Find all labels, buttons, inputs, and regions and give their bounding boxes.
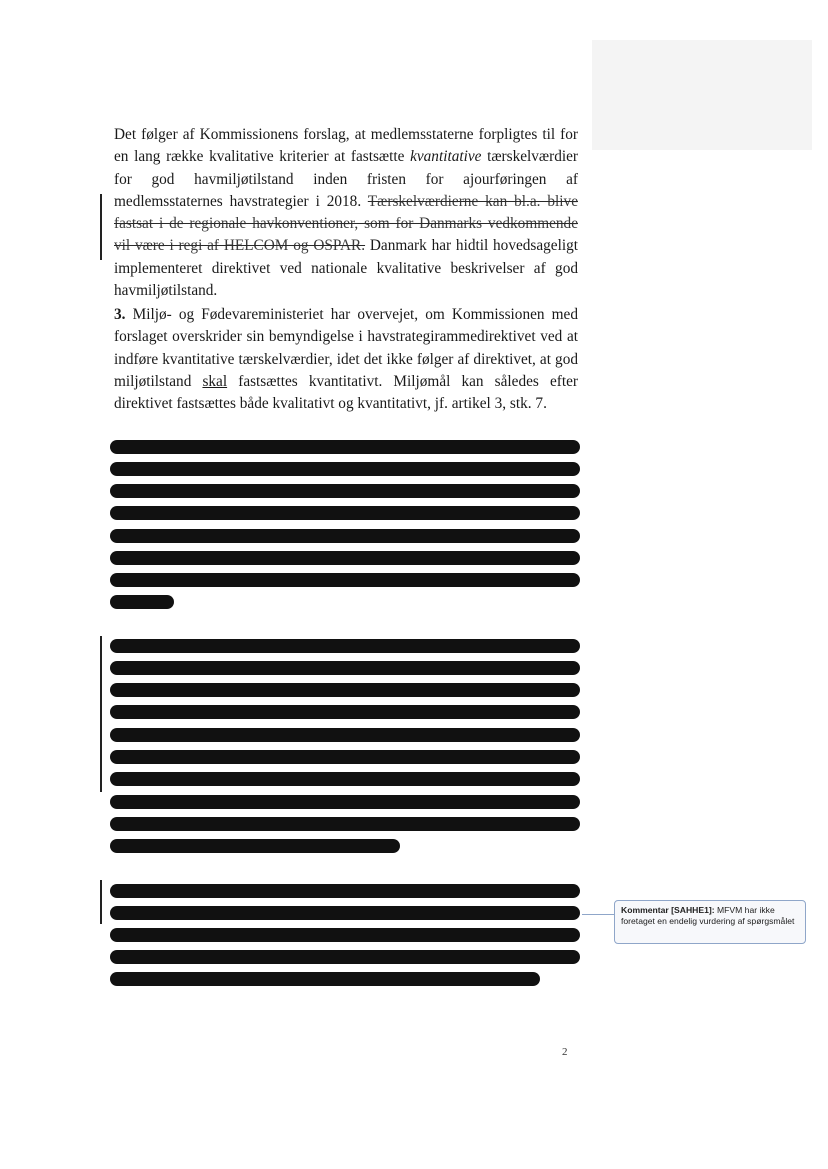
paragraph-1-text-c: Danmark har hidtil hovedsageligt implementeret direktivet ved nationale kvalitative beskrivelser af god havmiljøtilstand. <box>114 237 578 300</box>
redaction-bar <box>110 884 580 898</box>
redaction-bar <box>110 683 580 697</box>
paragraph-2-text-a: Miljø- og Fødevareministeriet har overvejet, om Kommissionen med forslaget overskrider sin bemyndigelse i havstrategirammedirektivet ved at indføre kvantitative tærskelværdier, idet det ikke følger af direktivet, at god miljøtilstand <box>114 306 578 390</box>
redaction-bar <box>110 440 580 454</box>
ghost-bleed-top <box>592 40 812 150</box>
redaction-bar <box>110 573 580 587</box>
redaction-bar <box>110 928 580 942</box>
redaction-bar <box>110 817 580 831</box>
redaction-bar <box>110 551 580 565</box>
redaction-bar <box>110 839 400 853</box>
comment-text: MFVM har ikke foretaget en endelig vurdering af spørgsmålet <box>621 905 795 926</box>
redaction-bar <box>110 728 580 742</box>
change-bar-1 <box>100 194 102 260</box>
redaction-bar <box>110 705 580 719</box>
comment-connector <box>582 914 614 915</box>
redaction-bar <box>110 529 580 543</box>
change-bar-3 <box>100 880 102 924</box>
redaction-bar <box>110 462 580 476</box>
redaction-bar <box>110 750 580 764</box>
paragraph-2-text-b: fastsættes kvantitativt. Miljømål kan således efter direktivet fastsættes både kvalitativt og kvantitativt, jf. artikel 3, stk. 7. <box>114 372 578 413</box>
redaction-bar <box>110 484 580 498</box>
page-number: 2 <box>562 1046 568 1058</box>
redaction-bar <box>110 950 580 964</box>
paragraph-1 <box>114 124 578 302</box>
paragraph-1-text-b: tærskelværdier for god havmiljøtilstand inden fristen for ajourføringen af medlemsstaternes havstrategier i 2018. <box>114 148 578 210</box>
comment-label: Kommentar [SAHHE1]: <box>621 905 715 915</box>
paragraph-1-italic: kvantitative <box>410 148 482 166</box>
redaction-bar <box>110 972 540 986</box>
paragraph-1-deleted-text: Tærskelværdierne kan bl.a. blive fastsat i de regionale havkonventioner, som for Danmarks vedkommende vil være i regi af HELCOM og OSPAR. <box>114 192 578 255</box>
comment-balloon[interactable] <box>614 900 806 944</box>
paragraph-1-text-a: Det følger af Kommissionens forslag, at medlemsstaterne forpligtes til for en lang række kvalitative kriterier at fastsætte <box>114 126 578 166</box>
redaction-bar <box>110 661 580 675</box>
redaction-bar <box>110 595 174 609</box>
redaction-bar <box>110 906 580 920</box>
paragraph-2-underlined: skal <box>202 372 228 390</box>
redaction-bar <box>110 795 580 809</box>
change-bar-2 <box>100 636 102 792</box>
paragraph-2-number: 3. <box>114 306 126 323</box>
redaction-bar <box>110 772 580 786</box>
paragraph-2 <box>114 304 578 415</box>
redaction-bar <box>110 639 580 653</box>
redaction-bar <box>110 506 580 520</box>
